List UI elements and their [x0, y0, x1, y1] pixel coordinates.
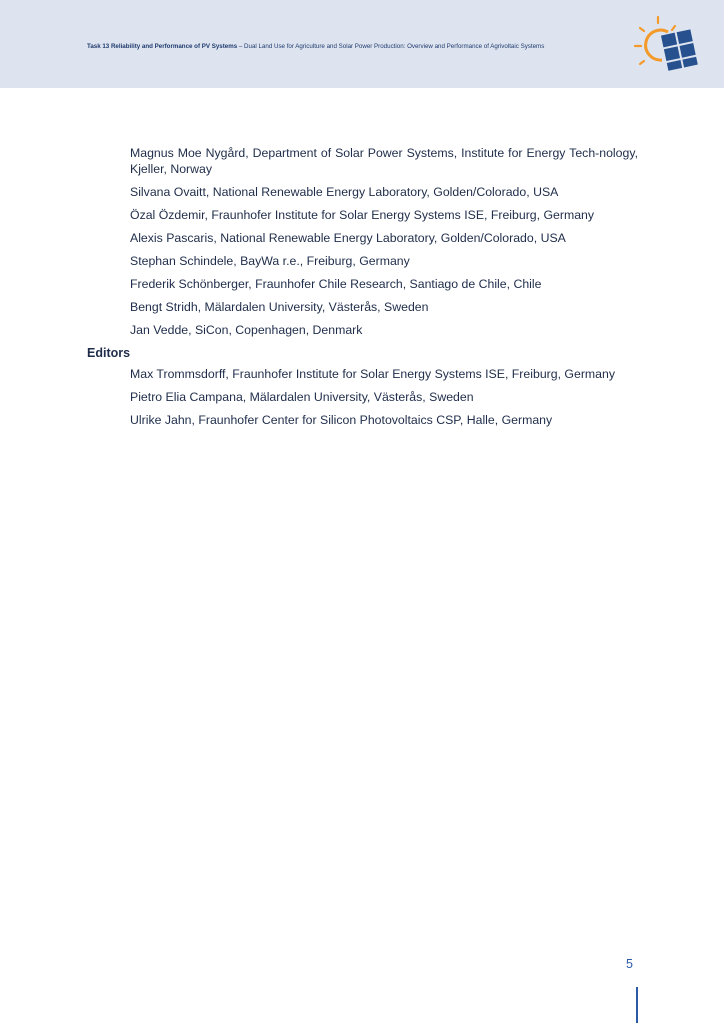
author-entry: Silvana Ovaitt, National Renewable Energy Laboratory, Golden/Colorado, USA: [130, 185, 559, 199]
header-band: [0, 0, 724, 88]
editor-entry: Ulrike Jahn, Fraunhofer Center for Silicon Photovoltaics CSP, Halle, Germany: [130, 413, 553, 427]
author-entry: Bengt Stridh, Mälardalen University, Västerås, Sweden: [130, 300, 429, 314]
page-number: 5: [626, 957, 633, 971]
editors-heading: Editors: [87, 346, 131, 360]
author-entry: Alexis Pascaris, National Renewable Energy Laboratory, Golden/Colorado, USA: [130, 231, 566, 245]
sun-solar-panel-icon: [632, 14, 698, 74]
author-entry: Stephan Schindele, BayWa r.e., Freiburg, Germany: [130, 254, 410, 268]
editor-entry: Pietro Elia Campana, Mälardalen University, Västerås, Sweden: [130, 390, 474, 404]
header-task-title: Task 13 Reliability and Performance of PV Systems: [87, 43, 238, 50]
author-entry: Magnus Moe Nygård, Department of Solar Power Systems, Institute for Energy Tech-nology, Kjeller, Norway: [130, 146, 638, 176]
main-content: [87, 145, 638, 435]
running-header: [87, 43, 544, 50]
author-entry: Jan Vedde, SiCon, Copenhagen, Denmark: [130, 323, 363, 337]
header-subtitle: – Dual Land Use for Agriculture and Solar Power Production: Overview and Performance of Agrivoltaic Systems: [237, 43, 545, 50]
author-entry: Frederik Schönberger, Fraunhofer Chile Research, Santiago de Chile, Chile: [130, 277, 542, 291]
author-entry: Özal Özdemir, Fraunhofer Institute for Solar Energy Systems ISE, Freiburg, Germany: [130, 208, 595, 222]
page-rule: [636, 987, 638, 1023]
editor-entry: Max Trommsdorff, Fraunhofer Institute for Solar Energy Systems ISE, Freiburg, Germany: [130, 367, 615, 381]
